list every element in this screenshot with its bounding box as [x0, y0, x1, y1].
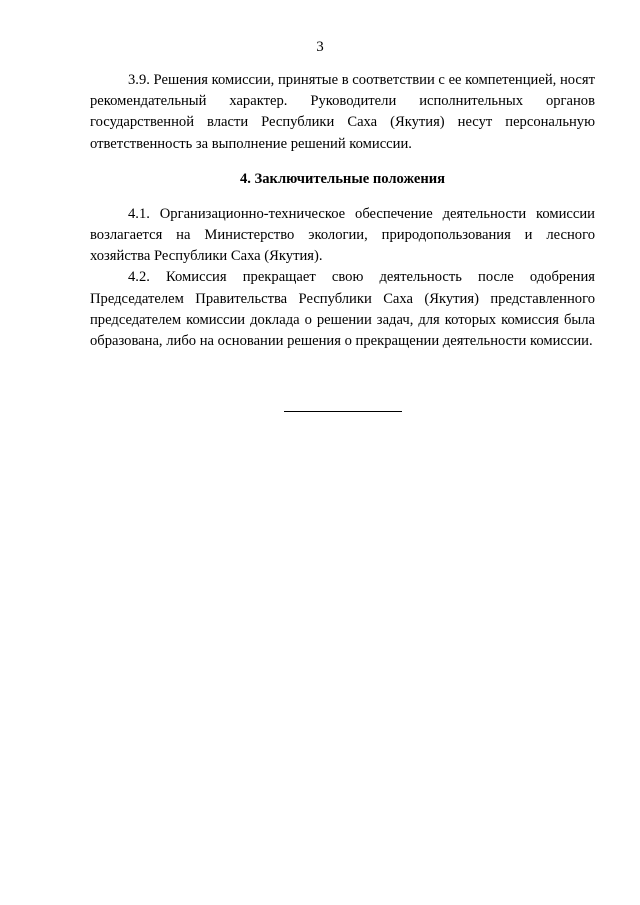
- paragraph-4-2: 4.2. Комиссия прекращает свою деятельность после одобрения Председателем Правительства Республики Саха (Якутия) представленного председателем комиссии доклада о решении задач, для которых комиссия была образована, либо на основании решения о прекращении деятельности комиссии.: [90, 269, 595, 350]
- end-of-document-rule: [284, 411, 402, 412]
- document-body: [90, 70, 595, 352]
- page-number: 3: [316, 39, 324, 55]
- paragraph-3-9: 3.9. Решения комиссии, принятые в соответствии с ее компетенцией, носят рекомендательный характер. Руководители исполнительных органов государственной власти Республики Саха (Якутия) несут персональную ответственность за выполнение решений комиссии.: [90, 72, 595, 152]
- section-heading: 4. Заключительные положения: [239, 170, 446, 187]
- paragraph-4-1: 4.1. Организационно-техническое обеспечение деятельности комиссии возлагается на Министерство экологии, природопользования и лесного хозяйства Республики Саха (Якутия).: [90, 205, 595, 265]
